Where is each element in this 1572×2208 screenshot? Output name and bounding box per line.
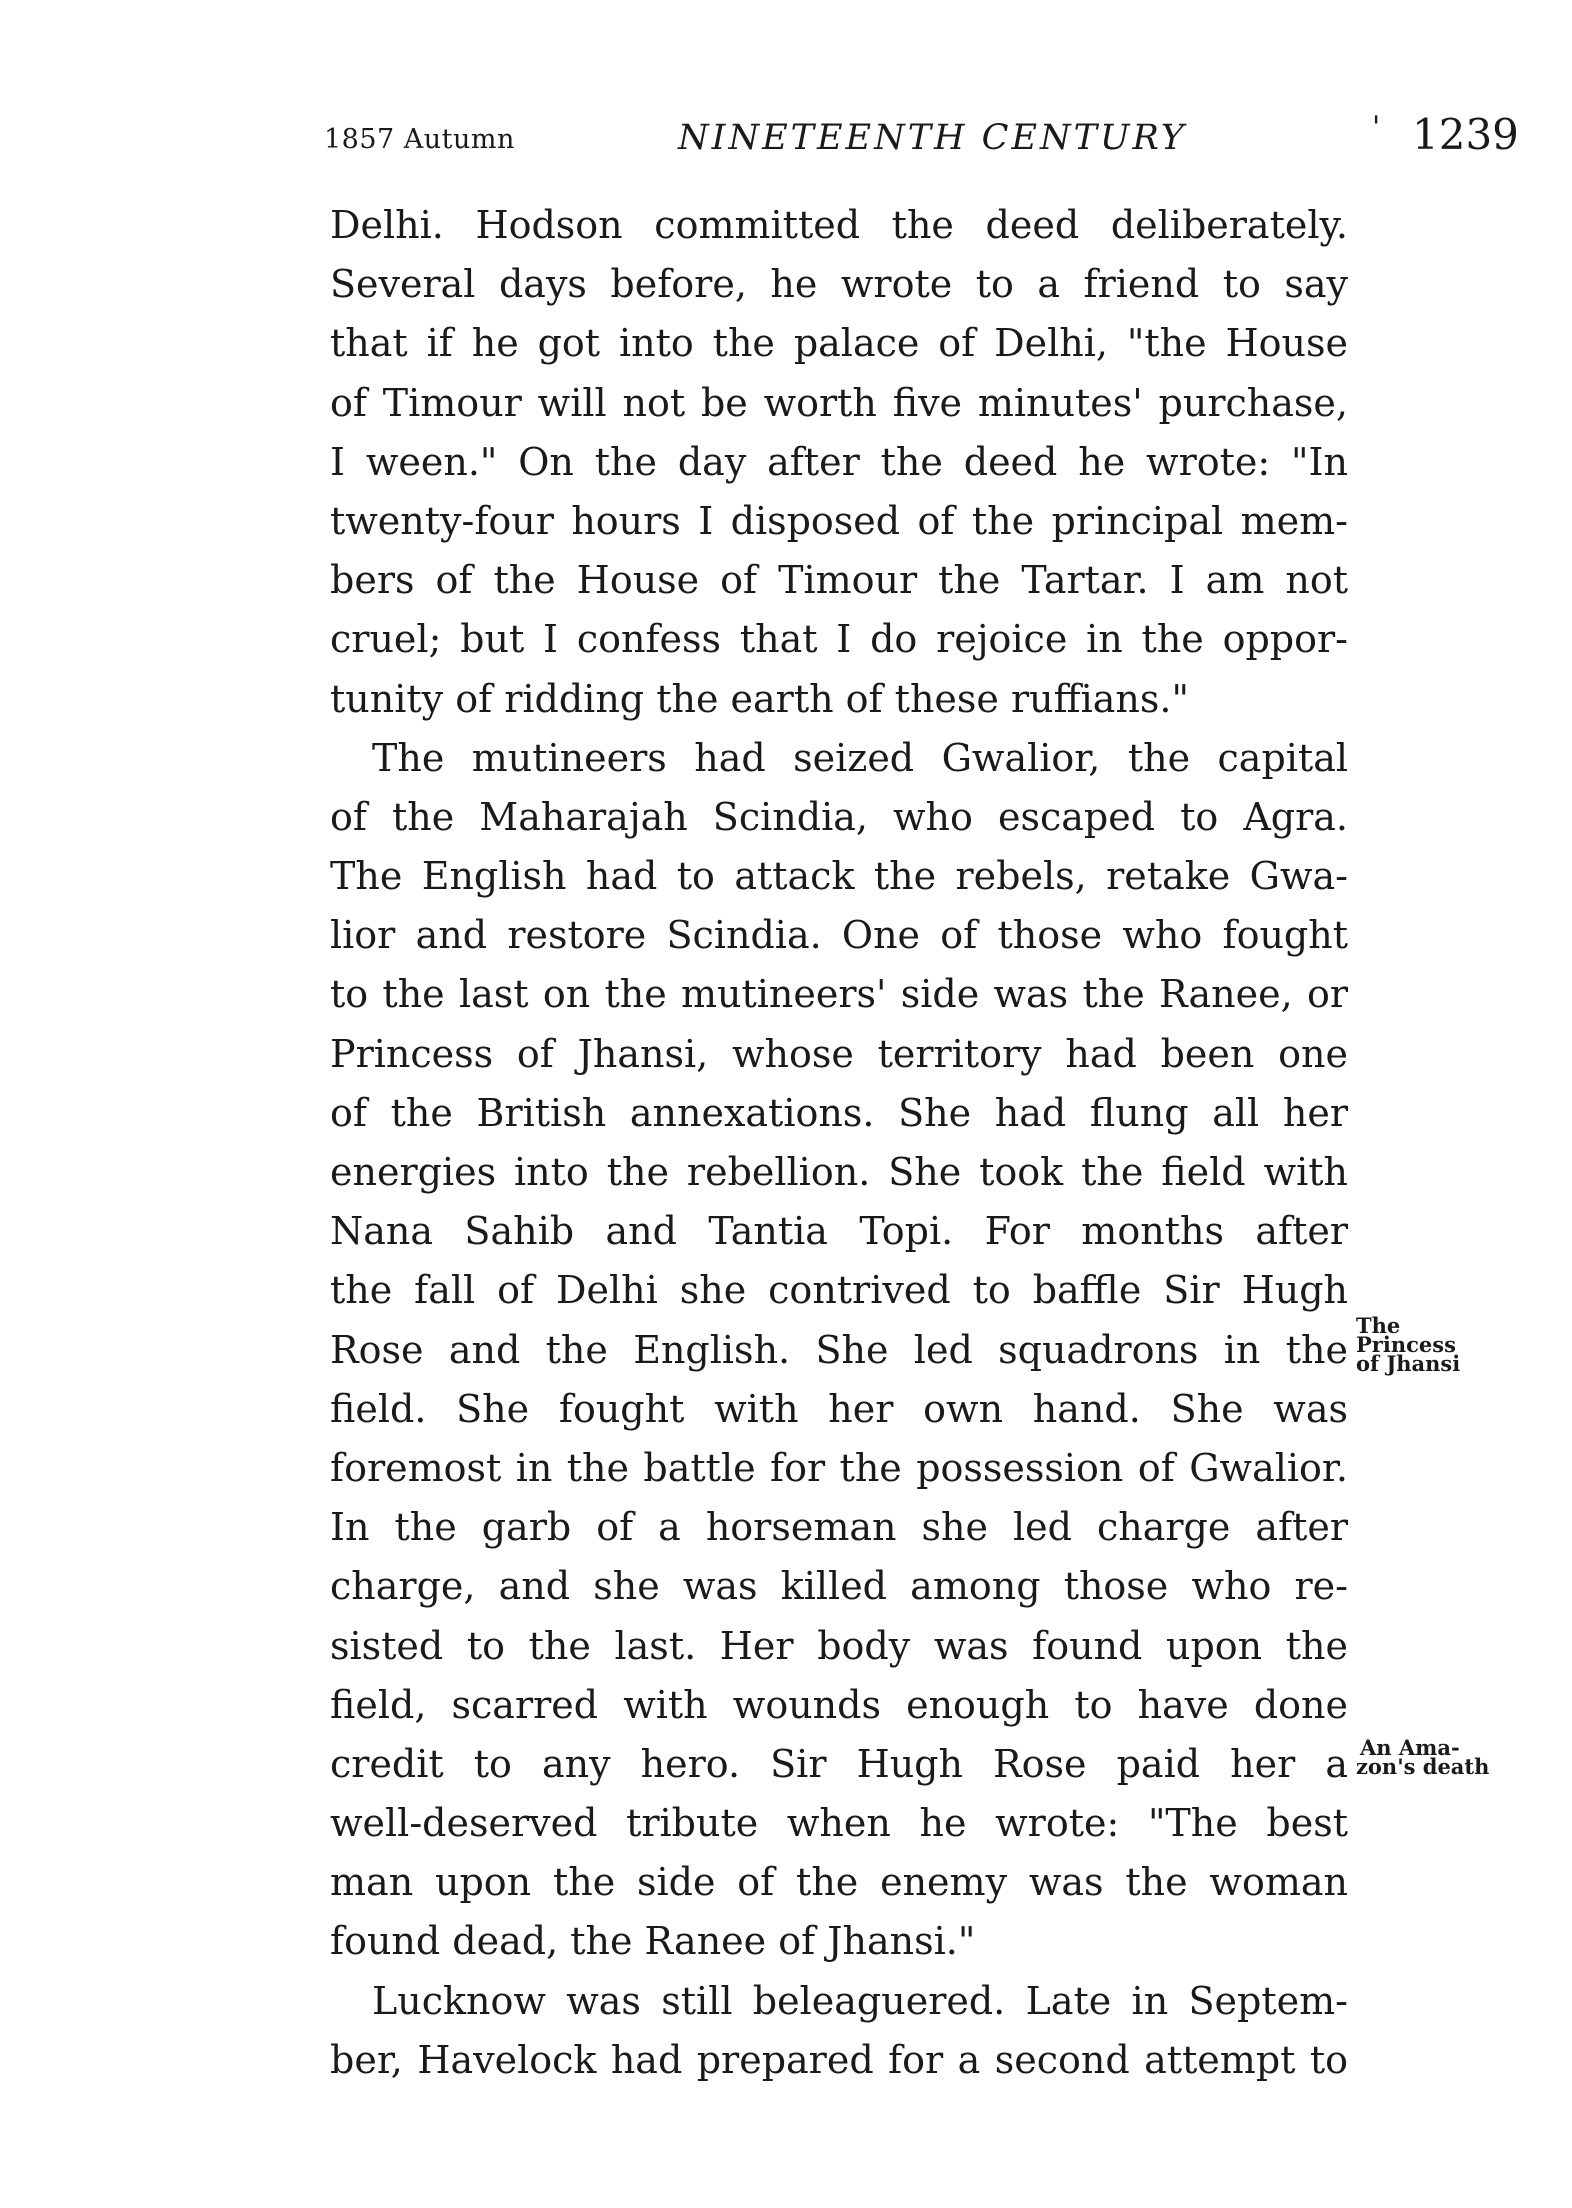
text-line: energies into the rebellion. She took the field with [330, 1150, 1348, 1194]
header-date: 1857 Autumn [324, 124, 515, 155]
header-mark: ' [1372, 110, 1381, 145]
text-line: I ween." On the day after the deed he wrote: "In [330, 439, 1348, 484]
text-line: field, scarred with wounds enough to have done [330, 1682, 1348, 1727]
text-line: the fall of Delhi she contrived to baffle Sir Hugh [330, 1268, 1348, 1313]
text-line: of Timour will not be worth five minutes' purchase, [330, 380, 1348, 425]
text-line: of the British annexations. She had flung all her [330, 1090, 1348, 1135]
text-line: The English had to attack the rebels, retake Gwa- [330, 854, 1348, 899]
text-line: field. She fought with her own hand. She was [330, 1386, 1348, 1431]
text-line: ber, Havelock had prepared for a second attempt to [330, 2037, 1348, 2082]
text-line: sisted to the last. Her body was found upon the [330, 1623, 1348, 1668]
text-line: of the Maharajah Scindia, who escaped to Agra. [330, 794, 1348, 839]
text-line: cruel; but I confess that I do rejoice in the oppor- [330, 617, 1348, 662]
text-line: Several days before, he wrote to a friend to say [330, 262, 1348, 307]
side-note-line: zon's death [1356, 1754, 1490, 1779]
side-note-princess-of-jhansi [1356, 1313, 1461, 1376]
text-line: charge, and she was killed among those who re- [330, 1564, 1348, 1609]
text-line: credit to any hero. Sir Hugh Rose paid her a [330, 1741, 1348, 1786]
text-line: Lucknow was still beleaguered. Late in Septem- [372, 1978, 1348, 2023]
text-line: bers of the House of Timour the Tartar. I am not [330, 558, 1348, 603]
text-line: tunity of ridding the earth of these ruffians." [330, 676, 1189, 721]
text-line: twenty-four hours I disposed of the principal mem- [330, 498, 1348, 543]
text-line: lior and restore Scindia. One of those who fought [330, 913, 1348, 958]
text-line: In the garb of a horseman she led charge after [330, 1505, 1348, 1550]
text-line: Rose and the English. She led squadrons in the [330, 1327, 1348, 1372]
text-line: man upon the side of the enemy was the woman [330, 1860, 1348, 1905]
side-note-line: The [1356, 1313, 1401, 1338]
text-line: well-deserved tribute when he wrote: "The best [330, 1801, 1348, 1846]
running-header [0, 110, 1572, 170]
side-note-amazons-death [1356, 1735, 1490, 1779]
header-title: NINETEENTH CENTURY [678, 118, 1187, 158]
side-note-line: of Jhansi [1356, 1351, 1461, 1376]
text-line: Nana Sahib and Tantia Topi. For months after [330, 1209, 1348, 1254]
text-line: found dead, the Ranee of Jhansi." [330, 1919, 976, 1964]
page-number: 1239 [1412, 110, 1519, 159]
side-note-line: Princess [1356, 1332, 1456, 1357]
body-text [330, 196, 1348, 2090]
text-line: The mutineers had seized Gwalior, the capital [372, 735, 1348, 780]
side-note-line: An Ama- [1360, 1735, 1460, 1760]
text-line: foremost in the battle for the possession of Gwalior. [330, 1445, 1348, 1490]
text-line: Princess of Jhansi, whose territory had been one [330, 1031, 1348, 1076]
text-line: Delhi. Hodson committed the deed deliberately. [330, 203, 1348, 247]
text-line: to the last on the mutineers' side was the Ranee, or [330, 972, 1348, 1017]
text-line: that if he got into the palace of Delhi, "the House [330, 321, 1348, 366]
